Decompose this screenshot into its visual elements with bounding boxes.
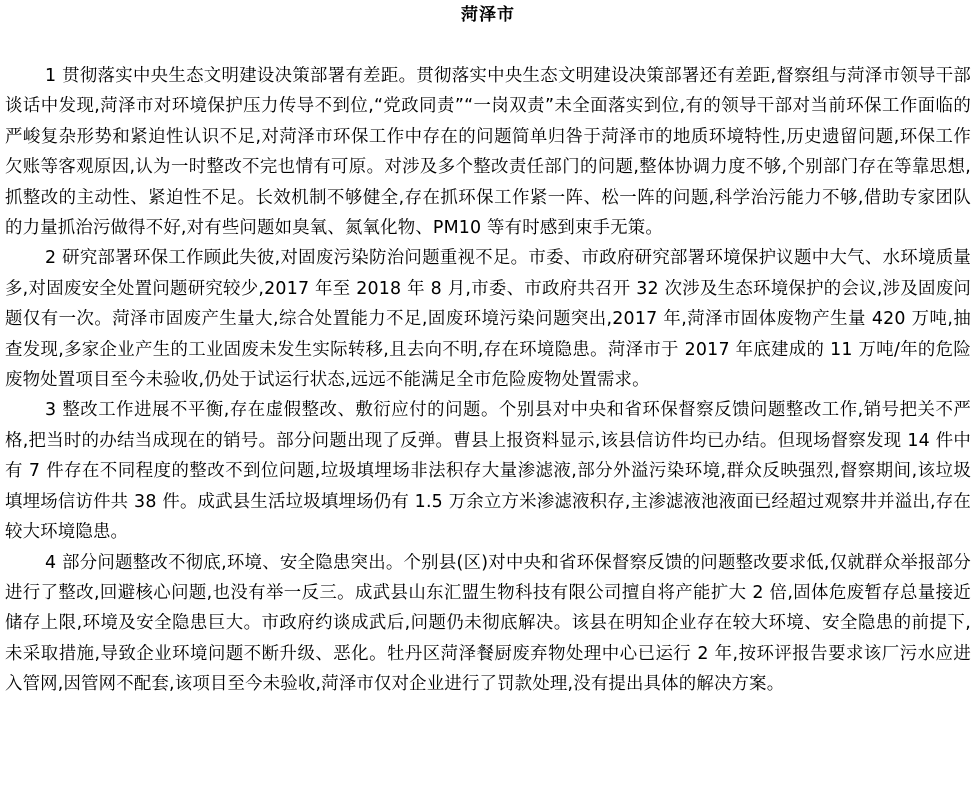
paragraph-4: 4 部分问题整改不彻底,环境、安全隐患突出。个别县(区)对中央和省环保督察反馈的问题整改要求低,仅就群众举报部分进行了整改,回避核心问题,也没有举一反三。成武县山东汇盟生物科技有限公司擅自将产能扩大 2 倍,固体危废暂存总量接近储存上限,环境及安全隐患巨大。市政府约谈成武后,问题仍未彻底解决。该县在明知企业存在较大环境、安全隐患的前提下,未采取措施,导致企业环境问题不断升级、恶化。牡丹区菏泽餐厨废弃物处理中心已运行 2 年,按环评报告要求该厂污水应进入管网,因管网不配套,该项目至今未验收,菏泽市仅对企业进行了罚款处理,没有提出具体的解决方案。	[5, 552, 971, 695]
paragraph-3: 3 整改工作进展不平衡,存在虚假整改、敷衍应付的问题。个别县对中央和省环保督察反馈问题整改工作,销号把关不严格,把当时的办结当成现在的销号。部分问题出现了反弹。曹县上报资料显示,该县信访件均已办结。但现场督察发现 14 件中有 7 件存在不同程度的整改不到位问题,垃圾填埋场非法积存大量渗滤液,部分外溢污染环境,群众反映强烈,督察期间,该垃圾填埋场信访件共 38 件。成武县生活垃圾填埋场仍有 1.5 万余立方米渗滤液积存,主渗滤液池液面已经超过观察井并溢出,存在较大环境隐患。	[5, 400, 971, 543]
document-page	[5, 0, 971, 695]
document-title: 菏泽市	[461, 5, 515, 25]
paragraph-1: 1 贯彻落实中央生态文明建设决策部署有差距。贯彻落实中央生态文明建设决策部署还有差距,督察组与菏泽市领导干部谈话中发现,菏泽市对环境保护压力传导不到位,“党政同责”“一岗双责”未全面落实到位,有的领导干部对当前环保工作面临的严峻复杂形势和紧迫性认识不足,对菏泽市环保工作中存在的问题简单归咎于菏泽市的地质环境特性,历史遗留问题,环保工作欠账等客观原因,认为一时整改不完也情有可原。对涉及多个整改责任部门的问题,整体协调力度不够,个别部门存在等靠思想,抓整改的主动性、紧迫性不足。长效机制不够健全,存在抓环保工作紧一阵、松一阵的问题,科学治污能力不够,借助专家团队的力量抓治污做得不好,对有些问题如臭氧、氮氧化物、PM10 等有时感到束手无策。	[5, 66, 971, 239]
paragraph-2: 2 研究部署环保工作顾此失彼,对固废污染防治问题重视不足。市委、市政府研究部署环境保护议题中大气、水环境质量多,对固废安全处置问题研究较少,2017 年至 2018 年 8 月,市委、市政府共召开 32 次涉及生态环境保护的会议,涉及固废问题仅有一次。菏泽市固废产生量大,综合处置能力不足,固废环境污染问题突出,2017 年,菏泽市固体废物产生量 420 万吨,抽查发现,多家企业产生的工业固废未发生实际转移,且去向不明,存在环境隐患。菏泽市于 2017 年底建成的 11 万吨/年的危险废物处置项目至今未验收,仍处于试运行状态,远远不能满足全市危险废物处置需求。	[5, 248, 971, 391]
document-body	[5, 61, 971, 700]
